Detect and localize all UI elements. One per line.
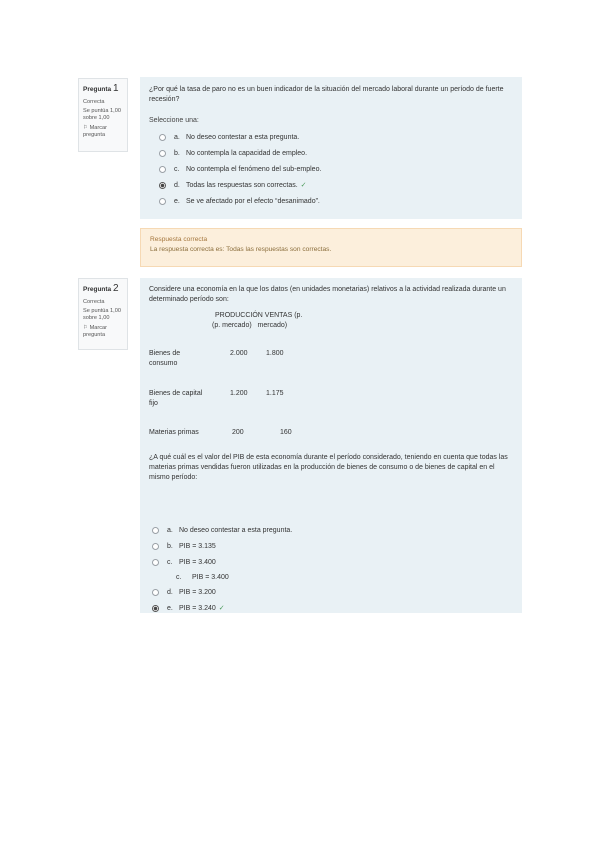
option-letter: a. bbox=[174, 133, 180, 141]
question-text: ¿A qué cuál es el valor del PIB de esta economía durante el período considerado, teniendo en cuenta que todas las materias primas vendidas fueron utilizadas en la producción de bienes de consumo o de bienes de capital en el mismo período: bbox=[149, 454, 508, 482]
answer-options bbox=[149, 129, 513, 209]
answer-option-c[interactable] bbox=[152, 554, 292, 570]
row-label: Bienes de capital bbox=[149, 390, 203, 397]
feedback-text: La respuesta correcta es: Todas las respuestas son correctas. bbox=[150, 246, 332, 254]
option-letter: c. bbox=[167, 558, 173, 566]
answer-option-d[interactable] bbox=[152, 584, 292, 600]
flag-question-link[interactable] bbox=[83, 325, 125, 339]
radio-button-selected[interactable] bbox=[159, 182, 166, 189]
answer-option-a[interactable] bbox=[159, 129, 513, 145]
question-grade: Se puntúa 1,00 sobre 1,00 bbox=[83, 308, 121, 322]
ventas-value: 1.175 bbox=[266, 390, 284, 397]
question-number-value: 1 bbox=[112, 83, 119, 94]
correct-check-icon: ✓ bbox=[218, 605, 225, 612]
answer-option-b[interactable] bbox=[159, 145, 513, 161]
select-one-prompt: Seleccione una: bbox=[149, 117, 199, 125]
option-letter: c. bbox=[176, 573, 182, 581]
flag-icon: ⚐ bbox=[83, 125, 89, 132]
question-state: Correcta bbox=[83, 98, 105, 105]
option-text: PIB = 3.400 bbox=[179, 558, 216, 566]
table-header-line-1: PRODUCCIÓN VENTAS (p. bbox=[215, 312, 303, 319]
answer-option-e[interactable] bbox=[159, 193, 513, 209]
option-text: PIB = 3.200 bbox=[179, 588, 216, 596]
question-2-info bbox=[78, 278, 128, 350]
answer-option-e[interactable] bbox=[152, 600, 292, 616]
produccion-value: 200 bbox=[232, 429, 244, 436]
flag-label: Marcar pregunta bbox=[83, 325, 107, 339]
answer-options bbox=[152, 522, 292, 616]
question-intro: Considere una economía en la que los datos (en unidades monetarias) relativos a la actividad realizada durante un determinado período son: bbox=[149, 286, 506, 304]
radio-button[interactable] bbox=[159, 198, 166, 205]
option-letter: e. bbox=[174, 197, 180, 205]
option-text: Todas las respuestas son correctas. bbox=[186, 181, 298, 189]
radio-button[interactable] bbox=[152, 559, 159, 566]
produccion-value: 2.000 bbox=[230, 350, 248, 357]
question-2-card bbox=[140, 278, 522, 613]
option-text: PIB = 3.400 bbox=[192, 573, 229, 581]
answer-option-d[interactable] bbox=[159, 177, 513, 193]
radio-button[interactable] bbox=[152, 589, 159, 596]
question-grade: Se puntúa 1,00 sobre 1,00 bbox=[83, 108, 121, 122]
row-label-cont: fijo bbox=[149, 400, 158, 407]
flag-question-link[interactable] bbox=[83, 125, 125, 139]
question-number bbox=[83, 283, 125, 296]
radio-button[interactable] bbox=[159, 134, 166, 141]
radio-button[interactable] bbox=[152, 543, 159, 550]
answer-option-c[interactable] bbox=[159, 161, 513, 177]
option-letter: a. bbox=[167, 526, 173, 534]
ventas-value: 1.800 bbox=[266, 350, 284, 357]
answer-option-b[interactable] bbox=[152, 538, 292, 554]
radio-button-selected[interactable] bbox=[152, 605, 159, 612]
row-label: Materias primas bbox=[149, 429, 199, 436]
option-letter: d. bbox=[174, 181, 180, 189]
option-text: No contempla el fenómeno del sub-empleo. bbox=[186, 165, 322, 173]
option-letter: c. bbox=[174, 165, 180, 173]
option-text: Se ve afectado por el efecto “desanimado”. bbox=[186, 197, 320, 205]
row-label-cont: consumo bbox=[149, 360, 178, 367]
answer-option-a[interactable] bbox=[152, 522, 292, 538]
correct-check-icon: ✓ bbox=[300, 182, 307, 190]
feedback-box bbox=[140, 228, 522, 267]
row-label: Bienes de bbox=[149, 350, 181, 357]
ventas-value: 160 bbox=[280, 429, 292, 436]
flag-icon: ⚐ bbox=[83, 325, 89, 332]
question-number-value: 2 bbox=[112, 283, 119, 294]
question-1-card bbox=[140, 77, 522, 219]
question-label: Pregunta bbox=[83, 86, 112, 93]
option-text: No deseo contestar a esta pregunta. bbox=[186, 133, 300, 141]
table-header-line-2: (p. mercado) mercado) bbox=[212, 322, 288, 329]
radio-button[interactable] bbox=[159, 166, 166, 173]
question-text: ¿Por qué la tasa de paro no es un buen indicador de la situación del mercado laboral durante un período de fuerte recesión? bbox=[149, 86, 504, 104]
option-text: No contempla la capacidad de empleo. bbox=[186, 149, 308, 157]
option-text: PIB = 3.240 bbox=[179, 604, 216, 612]
option-letter: b. bbox=[174, 149, 180, 157]
question-label: Pregunta bbox=[83, 286, 112, 293]
radio-button[interactable] bbox=[152, 527, 159, 534]
option-text: PIB = 3.135 bbox=[179, 542, 216, 550]
question-state: Correcta bbox=[83, 298, 105, 305]
flag-label: Marcar pregunta bbox=[83, 125, 107, 139]
option-letter: b. bbox=[167, 542, 173, 550]
feedback-title: Respuesta correcta bbox=[150, 236, 208, 243]
produccion-value: 1.200 bbox=[230, 390, 248, 397]
question-1-info bbox=[78, 78, 128, 152]
answer-sub-option bbox=[152, 570, 292, 584]
option-letter: d. bbox=[167, 588, 173, 596]
option-text: No deseo contestar a esta pregunta. bbox=[179, 526, 293, 534]
option-letter: e. bbox=[167, 604, 173, 612]
question-number bbox=[83, 83, 125, 96]
radio-button[interactable] bbox=[159, 150, 166, 157]
